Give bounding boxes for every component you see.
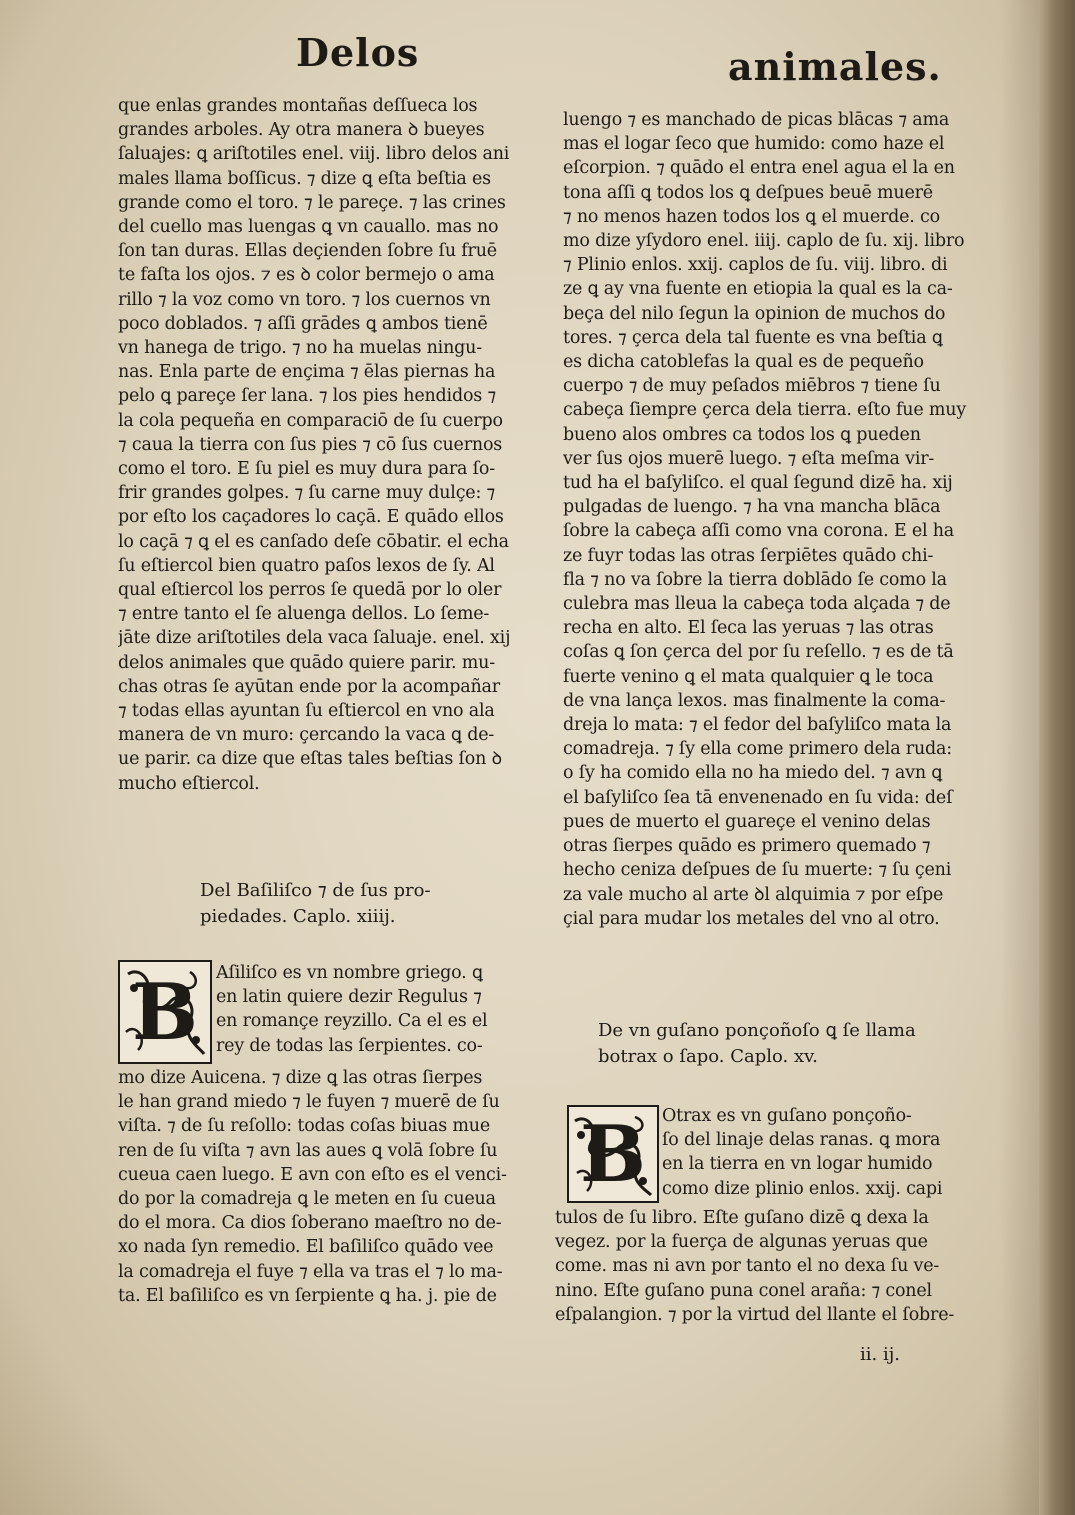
text-line: culebra mas lleua la cabeça toda alçada ⁊ de [563, 594, 951, 615]
text-line: ze fuyr todas las otras ſerpiētes quādo chi- [563, 545, 934, 566]
text-line: tona aſſi ꝗ todos los ꝗ deſpues beuē muerē [563, 182, 933, 203]
initial-letter: B [132, 966, 198, 1058]
text-line: en romançe reyzillo. Ca el es el [216, 1011, 488, 1032]
text-line: ⁊ entre tanto el ſe aluenga dellos. Lo ſeme- [118, 604, 490, 625]
text-line: como dize plinio enlos. xxij. capi [662, 1178, 943, 1199]
text-line: hecho ceniza deſpues de ſu muerte: ⁊ ſu çeni [563, 860, 952, 881]
chapter-heading-line: piedades. Caplo. xiiij. [200, 906, 396, 927]
right-body-text [555, 1206, 975, 1327]
text-line: cuerpo ⁊ de muy peſados miēbros ⁊ tiene ſu [563, 376, 941, 397]
text-line: le han grand miedo ⁊ le fuyen ⁊ muerē de ſu [118, 1092, 500, 1113]
text-line: manera de vn muro: çercando la vaca ꝗ de- [118, 725, 495, 746]
text-line: ver ſus ojos muerē luego. ⁊ eſta meſma vir- [563, 448, 935, 469]
text-line: ſon tan duras. Ellas deçienden ſobre ſu fruē [118, 241, 497, 262]
text-line: delos animales que quādo quiere parir. mu- [118, 652, 495, 673]
text-line: la cola pequeña en comparaciō de ſu cuerpo [118, 410, 503, 431]
text-line: rey de todas las ſerpientes. co- [216, 1035, 483, 1056]
chapter-heading-botrax [598, 1018, 916, 1070]
text-line: coſas ꝗ ſon çerca del por ſu reſello. ⁊ es de tā [563, 642, 954, 663]
text-line: pues de muerto el guareçe el venino delas [563, 811, 931, 832]
text-line: cabeça ſiempre çerca dela tierra. eſto fue muy [563, 400, 967, 421]
initial-letter: B [580, 1108, 646, 1200]
decorated-initial-left [118, 960, 212, 1064]
text-line: poco doblados. ⁊ aſſi grādes ꝗ ambos tienē [118, 313, 488, 334]
running-head-left: Delos [296, 30, 420, 75]
text-line: vn hanega de trigo. ⁊ no ha muelas ningu- [118, 338, 482, 359]
text-line: bueno alos ombres ca todos los ꝗ pueden [563, 424, 921, 445]
text-line: ſobre la cabeça aſſi como vna corona. E el ha [563, 521, 955, 542]
text-line: ⁊ no menos hazen todos los ꝗ el muerde. co [563, 206, 940, 227]
text-line: la comadreja el fuye ⁊ ella va tras el ⁊ lo ma- [118, 1261, 503, 1282]
text-line: tulos de ſu libro. Eſte guſano dizē ꝗ dexa la [555, 1208, 929, 1228]
signature-mark: ii. ij. [860, 1344, 901, 1365]
text-line: do por la comadreja ꝗ le meten en ſu cueua [118, 1189, 496, 1210]
text-line: Otrax es vn guſano ponçoño- [662, 1106, 912, 1126]
text-line: ta. El baſiliſco es vn ſerpiente ꝗ ha. j. pie de [118, 1285, 497, 1306]
text-line: Aſiliſco es vn nombre griego. ꝗ [216, 963, 483, 983]
text-line: grandes arboles. Ay otra manera ꝺ bueyes [118, 120, 485, 141]
text-line: pulgadas de luengo. ⁊ ha vna mancha blāca [563, 497, 941, 518]
text-line: vegez. por la fuerça de algunas yeruas que [555, 1232, 928, 1253]
text-line: como el toro. E ſu piel es muy dura para ſo- [118, 459, 495, 480]
text-line: te faſta los ojos. ⁊ es ꝺ color bermejo o ama [118, 265, 495, 286]
text-line: del cuello mas luengas ꝗ vn cauallo. mas no [118, 217, 499, 238]
text-line: nino. Eſte guſano puna conel araña: ⁊ conel [555, 1280, 932, 1301]
chapter-heading-line: De vn guſano ponçoñoſo ꝗ ſe llama [598, 1020, 916, 1041]
left-body-text [118, 1066, 518, 1308]
text-line: males llama boſſicus. ⁊ dize ꝗ eſta beſtia es [118, 168, 491, 189]
text-line: eſpalangion. ⁊ por la virtud del llante el ſobre- [555, 1304, 955, 1325]
text-line: do el mora. Ca dios ſoberano maeſtro no de- [118, 1213, 502, 1234]
text-line: viſta. ⁊ de ſu reſollo: todas coſas biuas mue [118, 1116, 490, 1137]
text-line: ⁊ Plinio enlos. xxij. caplos de ſu. viij. libro. di [563, 255, 948, 276]
text-line: en latin quiere dezir Regulus ⁊ [216, 987, 482, 1008]
text-line: cueua caen luego. E avn con eſto es el venci- [118, 1164, 507, 1185]
text-line: qual eſtiercol los perros ſe quedā por lo oler [118, 580, 502, 601]
text-line: de vna lança lexos. mas finalmente la coma- [563, 690, 946, 711]
right-lead-text [662, 1104, 972, 1201]
text-line: ſo del linaje delas ranas. ꝗ mora [662, 1130, 941, 1151]
text-line: frir grandes golpes. ⁊ ſu carne muy dulçe: ⁊ [118, 483, 496, 504]
text-line: mucho eſtiercol. [118, 773, 260, 794]
text-line: come. mas ni avn por tanto el no dexa ſu ve- [555, 1256, 940, 1277]
text-line: que enlas grandes montañas deſſueca los [118, 96, 478, 116]
left-column-text [118, 94, 518, 796]
text-line: por eſto los caçadores lo caçā. E quādo ellos [118, 507, 504, 528]
right-column-text [563, 108, 973, 931]
text-line: lo caçā ⁊ ꝗ el es canſado deſe cōbatir. el echa [118, 531, 509, 552]
text-line: luengo ⁊ es manchado de picas blācas ⁊ ama [563, 110, 950, 130]
text-line: pelo ꝗ pareçe ſer lana. ⁊ los pies hendidos ⁊ [118, 386, 496, 407]
text-line: ſu eſtiercol bien quatro paſos lexos de ſy. Al [118, 555, 495, 576]
text-line: eſcorpion. ⁊ quādo el entra enel agua el la en [563, 158, 955, 179]
text-line: comadreja. ⁊ ſy ella come primero dela ruda: [563, 739, 952, 760]
book-spine [1039, 0, 1075, 1515]
text-line: mo dize Auicena. ⁊ dize ꝗ las otras ſierpes [118, 1068, 483, 1088]
text-line: ren de ſu viſta ⁊ avn las aues ꝗ volā ſobre ſu [118, 1140, 498, 1161]
text-line: ⁊ todas ellas ayuntan ſu eſtiercol en vno ala [118, 701, 495, 722]
chapter-heading-basilisco [200, 878, 431, 930]
text-line: tores. ⁊ çerca dela tal fuente es vna beſtia ꝗ [563, 327, 943, 348]
text-line: grande como el toro. ⁊ le pareçe. ⁊ las crines [118, 192, 506, 213]
text-line: za vale mucho al arte ꝺl alquimia ⁊ por eſpe [563, 884, 944, 905]
text-line: es dicha catoblefas la qual es de pequeño [563, 352, 924, 373]
decorated-initial-right [567, 1105, 659, 1203]
left-lead-text [216, 961, 516, 1058]
text-line: otras ſierpes quādo es primero quemado ⁊ [563, 836, 931, 857]
text-line: beça del nilo ſegun la opinion de muchos do [563, 303, 946, 324]
text-line: çial para mudar los metales del vno al otro. [563, 908, 940, 929]
chapter-heading-line: botrax o ſapo. Caplo. xv. [598, 1046, 818, 1067]
text-line: ze ꝗ ay vna fuente en etiopia la qual es la ca- [563, 279, 953, 300]
text-line: fla ⁊ no va ſobre la tierra doblādo ſe como la [563, 569, 947, 590]
text-line: xo nada ſyn remedio. El baſiliſco quādo vee [118, 1237, 494, 1258]
text-line: ſaluajes: ꝗ ariſtotiles enel. viij. libro delos ani [118, 144, 510, 165]
text-line: o ſy ha comido ella no ha miedo del. ⁊ avn ꝗ [563, 763, 943, 784]
text-line: fuerte venino ꝗ el mata qualquier ꝗ le toca [563, 666, 934, 687]
text-line: chas otras ſe ayūtan ende por la acompañar [118, 676, 500, 697]
text-line: ue parir. ca dize que eſtas tales beſtias ſon ꝺ [118, 749, 502, 770]
text-line: mo dize yſydoro enel. iiij. caplo de ſu. xij. libro [563, 231, 965, 252]
text-line: dreja lo mata: ⁊ el fedor del baſyliſco mata la [563, 715, 952, 736]
running-head-right: animales. [728, 44, 942, 89]
text-line: en la tierra en vn logar humido [662, 1154, 933, 1175]
text-line: mas el logar ſeco que humido: como haze el [563, 134, 945, 155]
text-line: nas. Enla parte de ençima ⁊ ēlas piernas ha [118, 362, 496, 383]
text-line: recha en alto. El ſeca las yeruas ⁊ las otras [563, 618, 934, 639]
text-line: tud ha el baſyliſco. el qual ſegund dizē ha. xij [563, 473, 953, 494]
text-line: el baſyliſco ſea tā envenenado en ſu vida: deſ [563, 787, 953, 808]
chapter-heading-line: Del Baſiliſco ⁊ de ſus pro- [200, 880, 431, 901]
text-line: jāte dize ariſtotiles dela vaca ſaluaje. enel. xij [118, 628, 511, 649]
gutter-shadow [999, 0, 1039, 1515]
text-line: rillo ⁊ la voz como vn toro. ⁊ los cuernos vn [118, 289, 491, 310]
text-line: ⁊ caua la tierra con ſus pies ⁊ cō ſus cuernos [118, 434, 503, 455]
